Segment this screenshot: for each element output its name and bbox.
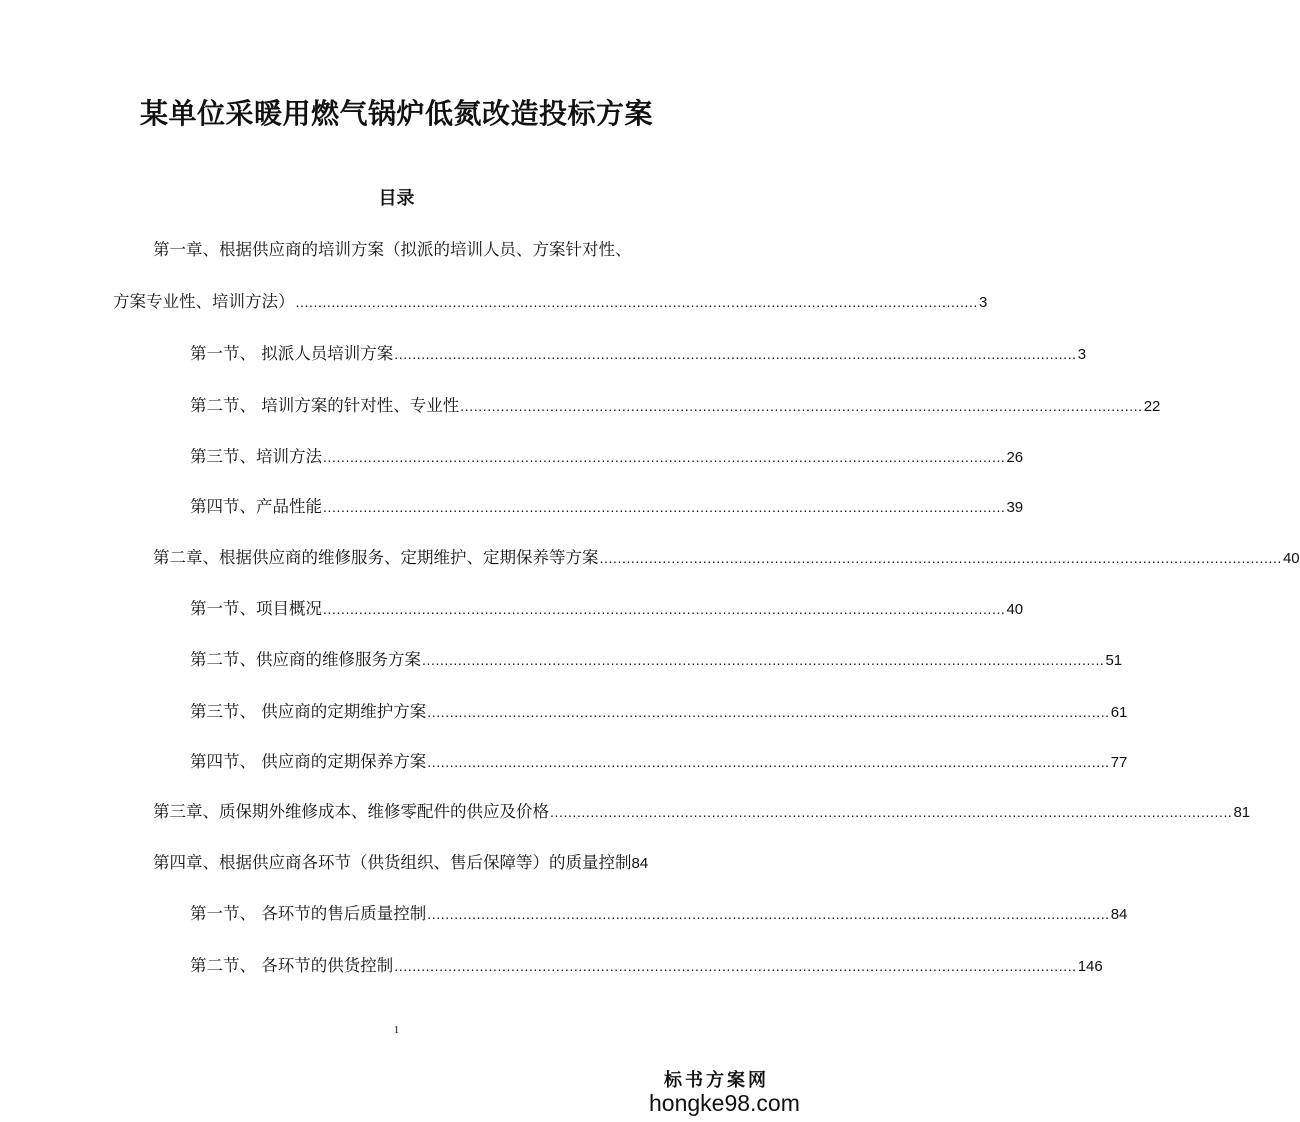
- toc-entry-label: 第二节、 培训方案的针对性、专业性: [190, 396, 460, 415]
- toc-leader-dots: ........................................................................................................................................................: [295, 294, 978, 310]
- toc-entry-ch4-sec1[interactable]: [190, 902, 1128, 926]
- toc-entry-label: 第二节、供应商的维修服务方案: [190, 650, 421, 669]
- toc-entry-label: 第四节、产品性能: [190, 497, 322, 516]
- toc-entry-page: 84: [631, 855, 649, 872]
- document-title: 某单位采暖用燃气锅炉低氮改造投标方案: [139, 97, 653, 130]
- toc-entry-page: 84: [1110, 906, 1128, 923]
- toc-entry-chapter4[interactable]: [153, 851, 713, 875]
- toc-leader-dots: ........................................................................................................................................................: [460, 398, 1143, 414]
- toc-leader-dots: ........................................................................................................................................................: [599, 550, 1282, 566]
- toc-entry-page: 77: [1110, 754, 1128, 771]
- toc-leader-dots: ........................................................................................................................................................: [427, 704, 1110, 720]
- toc-entry-chapter1-line1: 第一章、根据供应商的培训方案（拟派的培训人员、方案针对性、: [153, 240, 632, 259]
- toc-entry-ch2-sec3[interactable]: [190, 700, 1128, 724]
- toc-entry-chapter2[interactable]: [153, 546, 1300, 570]
- toc-entry-chapter1[interactable]: [113, 290, 988, 314]
- toc-leader-dots: ........................................................................................................................................................: [422, 652, 1105, 668]
- toc-entry-page: 26: [1006, 449, 1024, 466]
- toc-leader-dots: ........................................................................................................................................................: [394, 958, 1077, 974]
- toc-entry-ch1-sec3[interactable]: [190, 445, 1024, 469]
- toc-entry-page: 61: [1110, 704, 1128, 721]
- toc-entry-page: 40: [1282, 550, 1300, 567]
- toc-entry-ch1-sec1[interactable]: [190, 342, 1087, 366]
- page-number: 1: [393, 1024, 400, 1036]
- toc-leader-dots: ........................................................................................................................................................: [550, 804, 1233, 820]
- toc-entry-page: 40: [1006, 601, 1024, 618]
- toc-entry-page: 3: [978, 294, 988, 311]
- watermark-site-url: hongke98.com: [649, 1090, 800, 1116]
- toc-entry-chapter3[interactable]: [153, 800, 1251, 824]
- toc-entry-page: 3: [1077, 346, 1087, 363]
- toc-entry-label: 第三章、质保期外维修成本、维修零配件的供应及价格: [153, 802, 549, 821]
- toc-leader-dots: ........................................................................................................................................................: [427, 906, 1110, 922]
- toc-leader-dots: ........................................................................................................................................................: [427, 754, 1110, 770]
- watermark-site-name: 标书方案网: [664, 1070, 769, 1091]
- toc-leader-dots: ........................................................................................................................................................: [323, 449, 1006, 465]
- toc-leader-dots: ........................................................................................................................................................: [323, 499, 1006, 515]
- toc-entry-ch2-sec1[interactable]: [190, 597, 1024, 621]
- toc-entry-page: 81: [1233, 804, 1251, 821]
- toc-entry-ch1-sec2[interactable]: [190, 394, 1161, 418]
- toc-entry-label: 第二章、根据供应商的维修服务、定期维护、定期保养等方案: [153, 548, 599, 567]
- toc-entry-label: 第四章、根据供应商各环节（供货组织、售后保障等）的质量控制: [153, 853, 632, 872]
- toc-entry-label: 第三节、培训方法: [190, 447, 322, 466]
- toc-entry-page: 39: [1006, 499, 1024, 516]
- toc-entry-label: 第三节、 供应商的定期维护方案: [190, 702, 427, 721]
- toc-entry-page: 51: [1105, 652, 1123, 669]
- toc-entry-ch1-sec4[interactable]: [190, 495, 1024, 519]
- toc-entry-label: 第一节、项目概况: [190, 599, 322, 618]
- toc-leader-dots: ........................................................................................................................................................: [323, 601, 1006, 617]
- toc-heading: 目录: [378, 188, 415, 209]
- toc-entry-ch4-sec2[interactable]: [190, 954, 1103, 978]
- toc-entry-page: 22: [1143, 398, 1161, 415]
- toc-entry-page: 146: [1077, 958, 1103, 975]
- toc-entry-label: 第一节、 各环节的售后质量控制: [190, 904, 427, 923]
- toc-leader-dots: ........................................................................................................................................................: [394, 346, 1077, 362]
- toc-entry-label: 第一节、 拟派人员培训方案: [190, 344, 394, 363]
- toc-entry-label: 方案专业性、培训方法）: [113, 292, 295, 311]
- toc-entry-label: 第四节、 供应商的定期保养方案: [190, 752, 427, 771]
- toc-entry-ch2-sec2[interactable]: [190, 648, 1123, 672]
- toc-entry-label: 第二节、 各环节的供货控制: [190, 956, 394, 975]
- toc-entry-ch2-sec4[interactable]: [190, 750, 1128, 774]
